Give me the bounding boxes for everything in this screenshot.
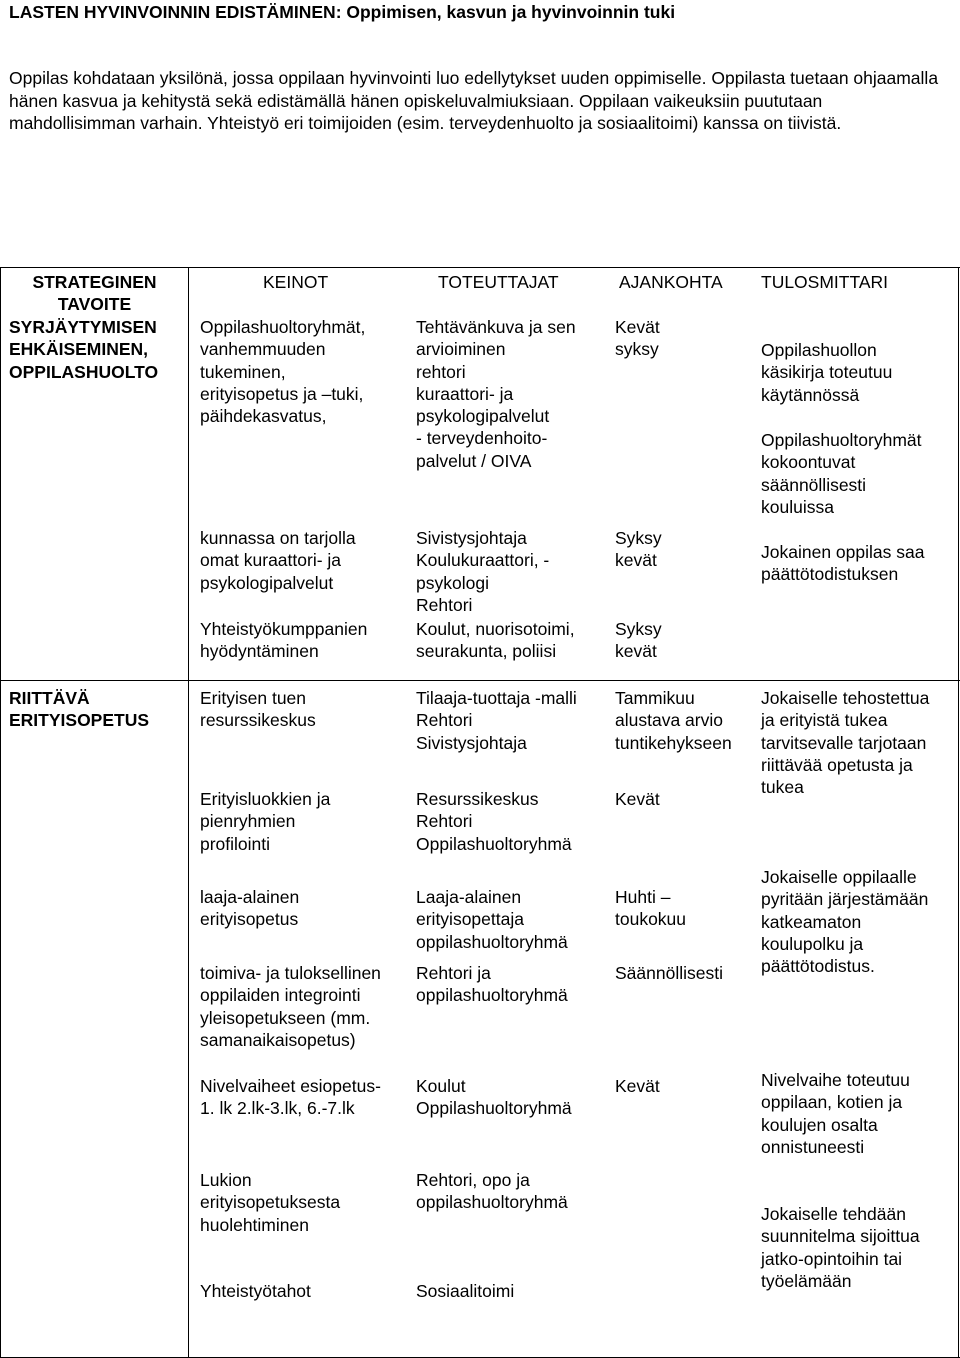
header-keinot: KEINOT [263, 272, 329, 292]
ajankohta-cell: Syksy kevät [615, 619, 662, 662]
ajankohta-cell: Säännöllisesti [615, 963, 723, 983]
table-border-left [0, 267, 1, 1358]
tulosmittari-cell: Jokaiselle tehdään suunnitelma sijoittua jatko-opintoihin tai työelämään [761, 1204, 920, 1291]
table-column-divider [188, 267, 189, 1358]
toteuttaja-cell: Sosiaalitoimi [416, 1281, 515, 1301]
intro-paragraph: Oppilas kohdataan yksilönä, jossa oppilaan hyvinvointi luo edellytykset uuden oppimiselle. Oppilasta tuetaan ohjaamalla hänen kasvua ja kehitystä sekä edistämällä hänen opiskeluvalmiuksiaan. Oppilaan vaikeuksiin puututaan mahdollisimman varhain. Yhteistyö eri toimijoiden (esim. terveydenhuolto ja sosiaalitoimi) kanssa on tiivistä. [9, 68, 939, 133]
ajankohta-cell: Kevät [615, 1076, 660, 1096]
toteuttaja-cell: Laaja-alainen erityisopettaja oppilashuoltoryhmä [416, 887, 568, 952]
toteuttaja-cell: Rehtori ja oppilashuoltoryhmä [416, 963, 568, 1006]
ajankohta-cell: Kevät syksy [615, 317, 660, 360]
goal-syrjaytymisen-ehkaiseminen: SYRJÄYTYMISEN EHKÄISEMINEN, OPPILASHUOLTO [9, 317, 159, 382]
keino-cell: Lukion erityisopetuksesta huolehtiminen [200, 1170, 341, 1235]
table-border-top [0, 267, 960, 268]
tulosmittari-cell: Jokaiselle tehostettua ja erityistä tukea tarvitsevalle tarjotaan riittävää opetusta ja tukea [761, 688, 930, 798]
header-tulosmittari: TULOSMITTARI [761, 272, 889, 292]
header-strateginen-tavoite: STRATEGINEN TAVOITE [32, 272, 157, 315]
ajankohta-cell: Huhti – toukokuu [615, 887, 687, 930]
keino-cell: Yhteistyökumppanien hyödyntäminen [200, 619, 368, 662]
tulosmittari-cell: Jokaiselle oppilaalle pyritään järjestämään katkeamaton koulupolku ja päättötodistus. [761, 867, 929, 977]
table-border-right [958, 267, 959, 1358]
goal-riittava-erityisopetus: RIITTÄVÄ ERITYISOPETUS [9, 688, 150, 731]
toteuttaja-cell: Koulut, nuorisotoimi, seurakunta, poliisi [416, 619, 575, 662]
toteuttaja-cell: Tehtävänkuva ja sen arvioiminen rehtori kuraattori- ja psykologipalvelut - terveydenhoito- palvelut / OIVA [416, 317, 576, 471]
keino-cell: Oppilashuoltoryhmät, vanhemmuuden tukeminen, erityisopetus ja –tuki, päihdekasvatus, [200, 317, 366, 427]
keino-cell: kunnassa on tarjolla omat kuraattori- ja psykologipalvelut [200, 528, 356, 593]
keino-cell: Erityisen tuen resurssikeskus [200, 688, 316, 731]
tulosmittari-cell: Nivelvaihe toteutuu oppilaan, kotien ja koulujen osalta onnistuneesti [761, 1070, 910, 1157]
keino-cell: Yhteistyötahot [200, 1281, 311, 1301]
keino-cell: Nivelvaiheet esiopetus- 1. lk 2.lk-3.lk, 6.-7.lk [200, 1076, 381, 1119]
ajankohta-cell: Kevät [615, 789, 660, 809]
keino-cell: Erityisluokkien ja pienryhmien profilointi [200, 789, 331, 854]
tulosmittari-cell: Oppilashuollon käsikirja toteutuu käytännössä [761, 340, 893, 405]
table-row-divider [0, 680, 960, 681]
document-title: LASTEN HYVINVOINNIN EDISTÄMINEN: Oppimisen, kasvun ja hyvinvoinnin tuki [9, 2, 676, 22]
keino-cell: laaja-alainen erityisopetus [200, 887, 300, 930]
toteuttaja-cell: Sivistysjohtaja Koulukuraattori, - psykologi Rehtori [416, 528, 550, 615]
toteuttaja-cell: Resurssikeskus Rehtori Oppilashuoltoryhmä [416, 789, 572, 854]
header-ajankohta: AJANKOHTA [619, 272, 723, 292]
toteuttaja-cell: Koulut Oppilashuoltoryhmä [416, 1076, 572, 1119]
keino-cell: toimiva- ja tuloksellinen oppilaiden integrointi yleisopetukseen (mm. samanaikaisopetus) [200, 963, 381, 1050]
toteuttaja-cell: Rehtori, opo ja oppilashuoltoryhmä [416, 1170, 568, 1213]
tulosmittari-cell: Jokainen oppilas saa päättötodistuksen [761, 542, 925, 585]
ajankohta-cell: Syksy kevät [615, 528, 662, 571]
toteuttaja-cell: Tilaaja-tuottaja -malli Rehtori Sivistysjohtaja [416, 688, 577, 753]
header-toteuttajat: TOTEUTTAJAT [438, 272, 559, 292]
ajankohta-cell: Tammikuu alustava arvio tuntikehykseen [615, 688, 732, 753]
tulosmittari-cell: Oppilashuoltoryhmät kokoontuvat säännöllisesti kouluissa [761, 430, 922, 517]
